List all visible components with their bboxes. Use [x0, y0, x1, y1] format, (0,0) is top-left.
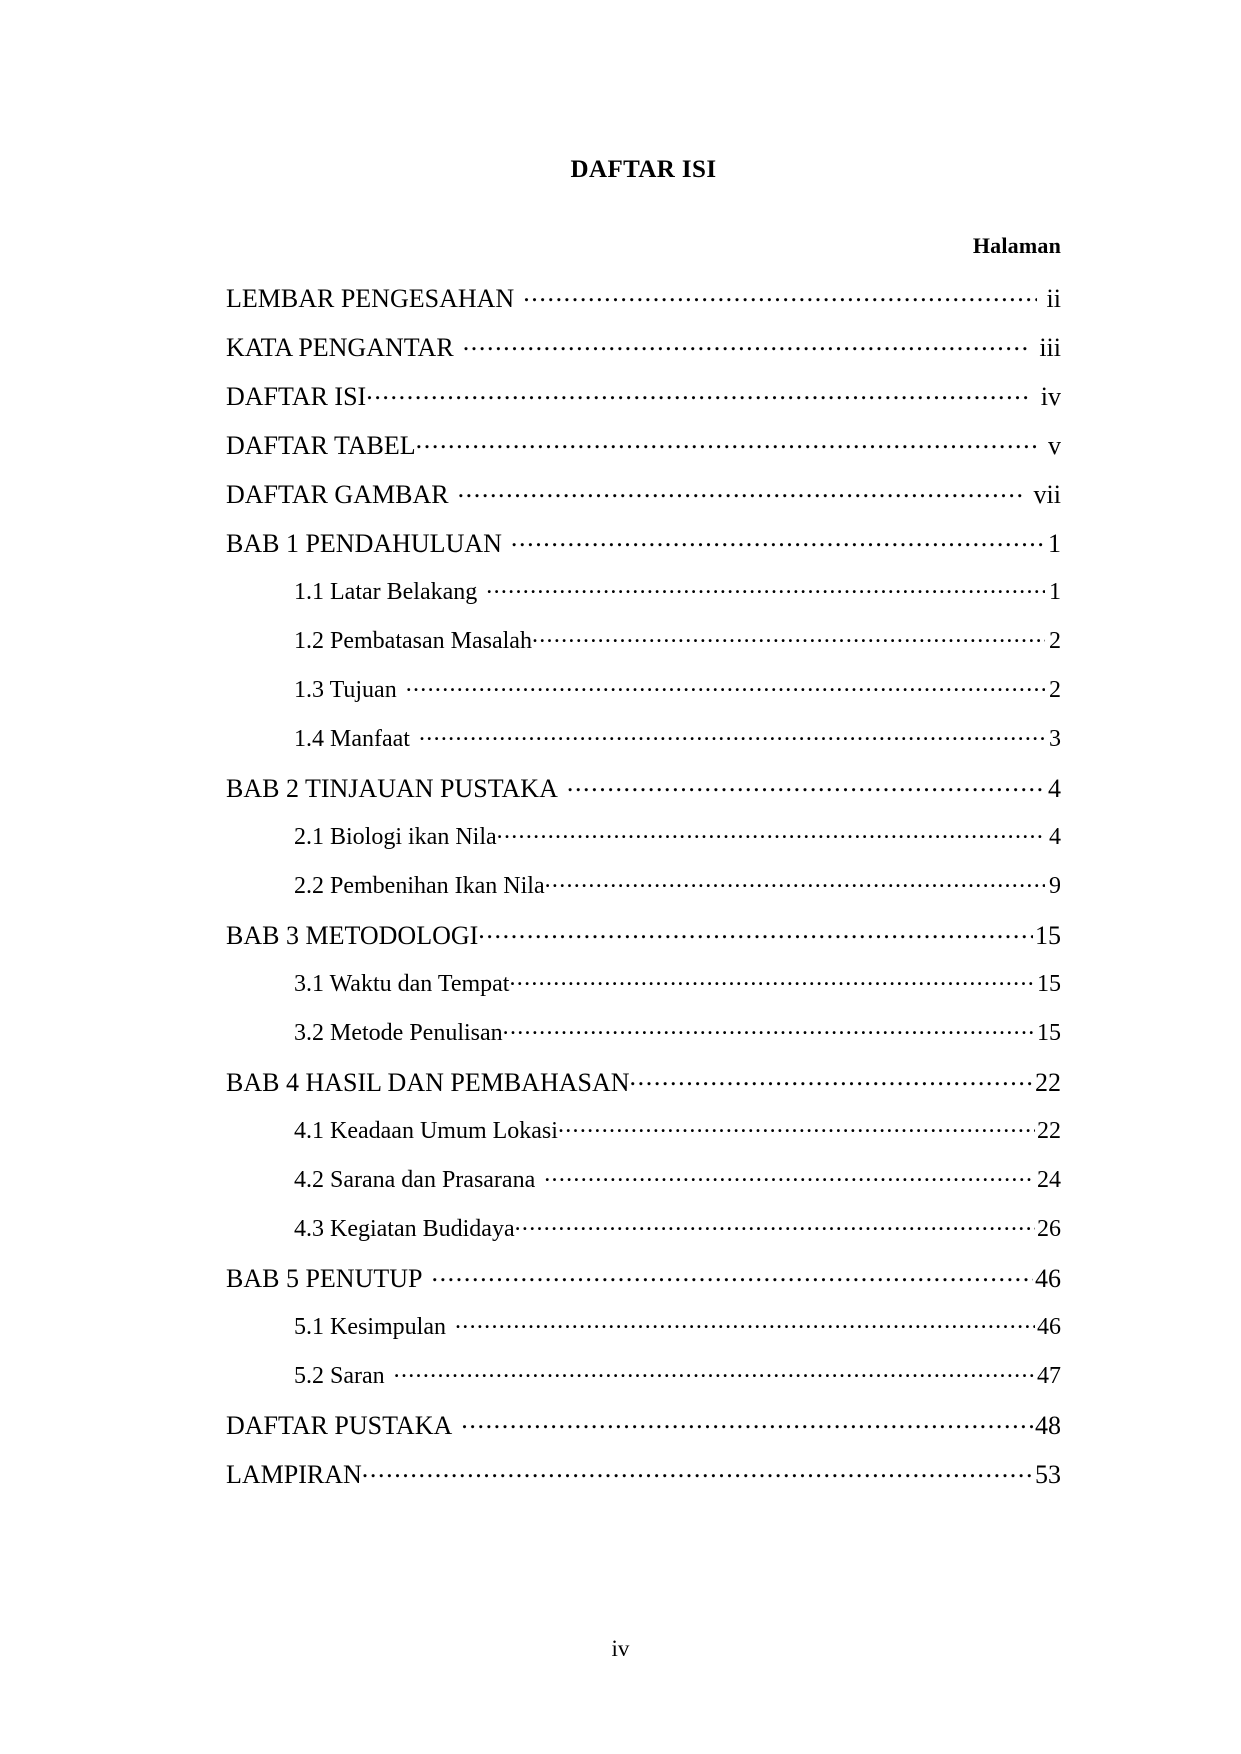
toc-entry[interactable] [226, 1359, 1061, 1408]
toc-entry-page-number: 1 [1048, 529, 1061, 558]
toc-entry-label: DAFTAR PUSTAKA [226, 1411, 453, 1440]
toc-leader-dots [511, 526, 1045, 552]
toc-entry-page-number: iv [1040, 382, 1061, 411]
toc-entry-label: LAMPIRAN [226, 1460, 362, 1489]
toc-entry[interactable] [226, 526, 1061, 575]
toc-entry[interactable] [226, 918, 1061, 967]
toc-entry-label: DAFTAR ISI [226, 382, 367, 411]
toc-entry-label: 2.2 Pembenihan Ikan Nila [294, 873, 545, 899]
toc-entry-page-number: 48 [1035, 1411, 1061, 1440]
toc-entry-page-number: 1 [1049, 579, 1061, 605]
toc-leader-dots [416, 428, 1037, 454]
toc-entry-label: 1.4 Manfaat [294, 726, 410, 752]
toc-leader-dots [461, 1408, 1033, 1434]
toc-leader-dots [486, 575, 1045, 599]
toc-entry-label: 1.2 Pembatasan Masalah [294, 628, 532, 654]
toc-entry-label: 3.1 Waktu dan Tempat [294, 971, 510, 997]
table-of-contents [226, 281, 1061, 1506]
toc-entry[interactable] [226, 1408, 1061, 1457]
toc-entry[interactable] [226, 869, 1061, 918]
toc-entry-page-number: 15 [1037, 971, 1061, 997]
toc-entry-label: BAB 5 PENUTUP [226, 1264, 423, 1293]
page-content [226, 0, 1061, 1506]
toc-entry[interactable] [226, 1310, 1061, 1359]
toc-entry-page-number: 4 [1048, 774, 1061, 803]
toc-leader-dots [558, 1114, 1035, 1138]
toc-leader-dots [503, 1016, 1035, 1040]
toc-entry[interactable] [226, 967, 1061, 1016]
toc-leader-dots [458, 477, 1024, 503]
toc-entry[interactable] [226, 428, 1061, 477]
toc-entry-label: BAB 4 HASIL DAN PEMBAHASAN [226, 1068, 630, 1097]
toc-entry-label: 3.2 Metode Penulisan [294, 1020, 503, 1046]
toc-entry[interactable] [226, 281, 1061, 330]
toc-leader-dots [515, 1212, 1035, 1236]
column-header-halaman: Halaman [972, 233, 1061, 258]
toc-entry-label: 1.3 Tujuan [294, 677, 397, 703]
toc-entry[interactable] [226, 379, 1061, 428]
toc-entry[interactable] [226, 624, 1061, 673]
toc-entry-page-number: ii [1046, 284, 1061, 313]
toc-entry[interactable] [226, 771, 1061, 820]
toc-leader-dots [419, 722, 1045, 746]
toc-entry[interactable] [226, 673, 1061, 722]
toc-entry-label: DAFTAR TABEL [226, 431, 416, 460]
toc-entry[interactable] [226, 1114, 1061, 1163]
toc-entry-label: DAFTAR GAMBAR [226, 480, 449, 509]
toc-entry-page-number: 3 [1049, 726, 1061, 752]
toc-entry-label: BAB 2 TINJAUAN PUSTAKA [226, 774, 558, 803]
toc-entry-page-number: 26 [1037, 1216, 1061, 1242]
toc-entry[interactable] [226, 1212, 1061, 1261]
toc-leader-dots [509, 967, 1035, 991]
toc-entry[interactable] [226, 330, 1061, 379]
toc-leader-dots [431, 1261, 1033, 1287]
toc-entry[interactable] [226, 820, 1061, 869]
toc-entry[interactable] [226, 1457, 1061, 1506]
toc-entry-label: 5.1 Kesimpulan [294, 1314, 446, 1340]
toc-entry[interactable] [226, 1065, 1061, 1114]
toc-entry-page-number: 24 [1037, 1167, 1061, 1193]
toc-leader-dots [406, 673, 1045, 697]
toc-entry-label: BAB 3 METODOLOGI [226, 921, 479, 950]
toc-entry[interactable] [226, 722, 1061, 771]
toc-leader-dots [394, 1359, 1035, 1383]
toc-leader-dots [497, 820, 1045, 844]
toc-entry-page-number: vii [1033, 480, 1061, 509]
toc-entry[interactable] [226, 477, 1061, 526]
toc-entry-page-number: 46 [1037, 1314, 1061, 1340]
toc-entry-label: 5.2 Saran [294, 1363, 385, 1389]
footer-page-number: iv [611, 1636, 630, 1661]
toc-entry-page-number: 2 [1049, 677, 1061, 703]
toc-entry-page-number: 47 [1037, 1363, 1061, 1389]
toc-entry-page-number: 15 [1037, 1020, 1061, 1046]
toc-entry-label: KATA PENGANTAR [226, 333, 454, 362]
toc-leader-dots [463, 330, 1030, 356]
toc-entry-page-number: 22 [1035, 1068, 1061, 1097]
toc-leader-dots [523, 281, 1036, 307]
toc-entry-page-number: 2 [1049, 628, 1061, 654]
toc-leader-dots [478, 918, 1033, 944]
toc-leader-dots [532, 624, 1045, 648]
toc-entry-page-number: 4 [1049, 824, 1061, 850]
toc-entry-label: 4.2 Sarana dan Prasarana [294, 1167, 536, 1193]
toc-entry[interactable] [226, 1016, 1061, 1065]
toc-entry-page-number: 9 [1049, 873, 1061, 899]
toc-leader-dots [567, 771, 1045, 797]
toc-entry-label: 1.1 Latar Belakang [294, 579, 478, 605]
toc-entry-label: 4.3 Kegiatan Budidaya [294, 1216, 515, 1242]
toc-leader-dots [366, 379, 1031, 405]
toc-entry[interactable] [226, 575, 1061, 624]
toc-entry[interactable] [226, 1163, 1061, 1212]
toc-entry[interactable] [226, 1261, 1061, 1310]
toc-entry-page-number: v [1048, 431, 1061, 460]
toc-entry-page-number: 46 [1035, 1264, 1061, 1293]
toc-leader-dots [544, 1163, 1035, 1187]
toc-entry-page-number: 15 [1035, 921, 1061, 950]
toc-entry-page-number: 53 [1035, 1460, 1061, 1489]
toc-entry-label: BAB 1 PENDAHULUAN [226, 529, 502, 558]
toc-entry-label: LEMBAR PENGESAHAN [226, 284, 515, 313]
toc-leader-dots [455, 1310, 1035, 1334]
page-title: DAFTAR ISI [570, 156, 717, 183]
toc-entry-label: 2.1 Biologi ikan Nila [294, 824, 497, 850]
toc-entry-page-number: iii [1039, 333, 1061, 362]
toc-entry-label: 4.1 Keadaan Umum Lokasi [294, 1118, 558, 1144]
toc-leader-dots [545, 869, 1045, 893]
toc-leader-dots [630, 1065, 1033, 1091]
toc-leader-dots [362, 1457, 1033, 1483]
toc-entry-page-number: 22 [1037, 1118, 1061, 1144]
